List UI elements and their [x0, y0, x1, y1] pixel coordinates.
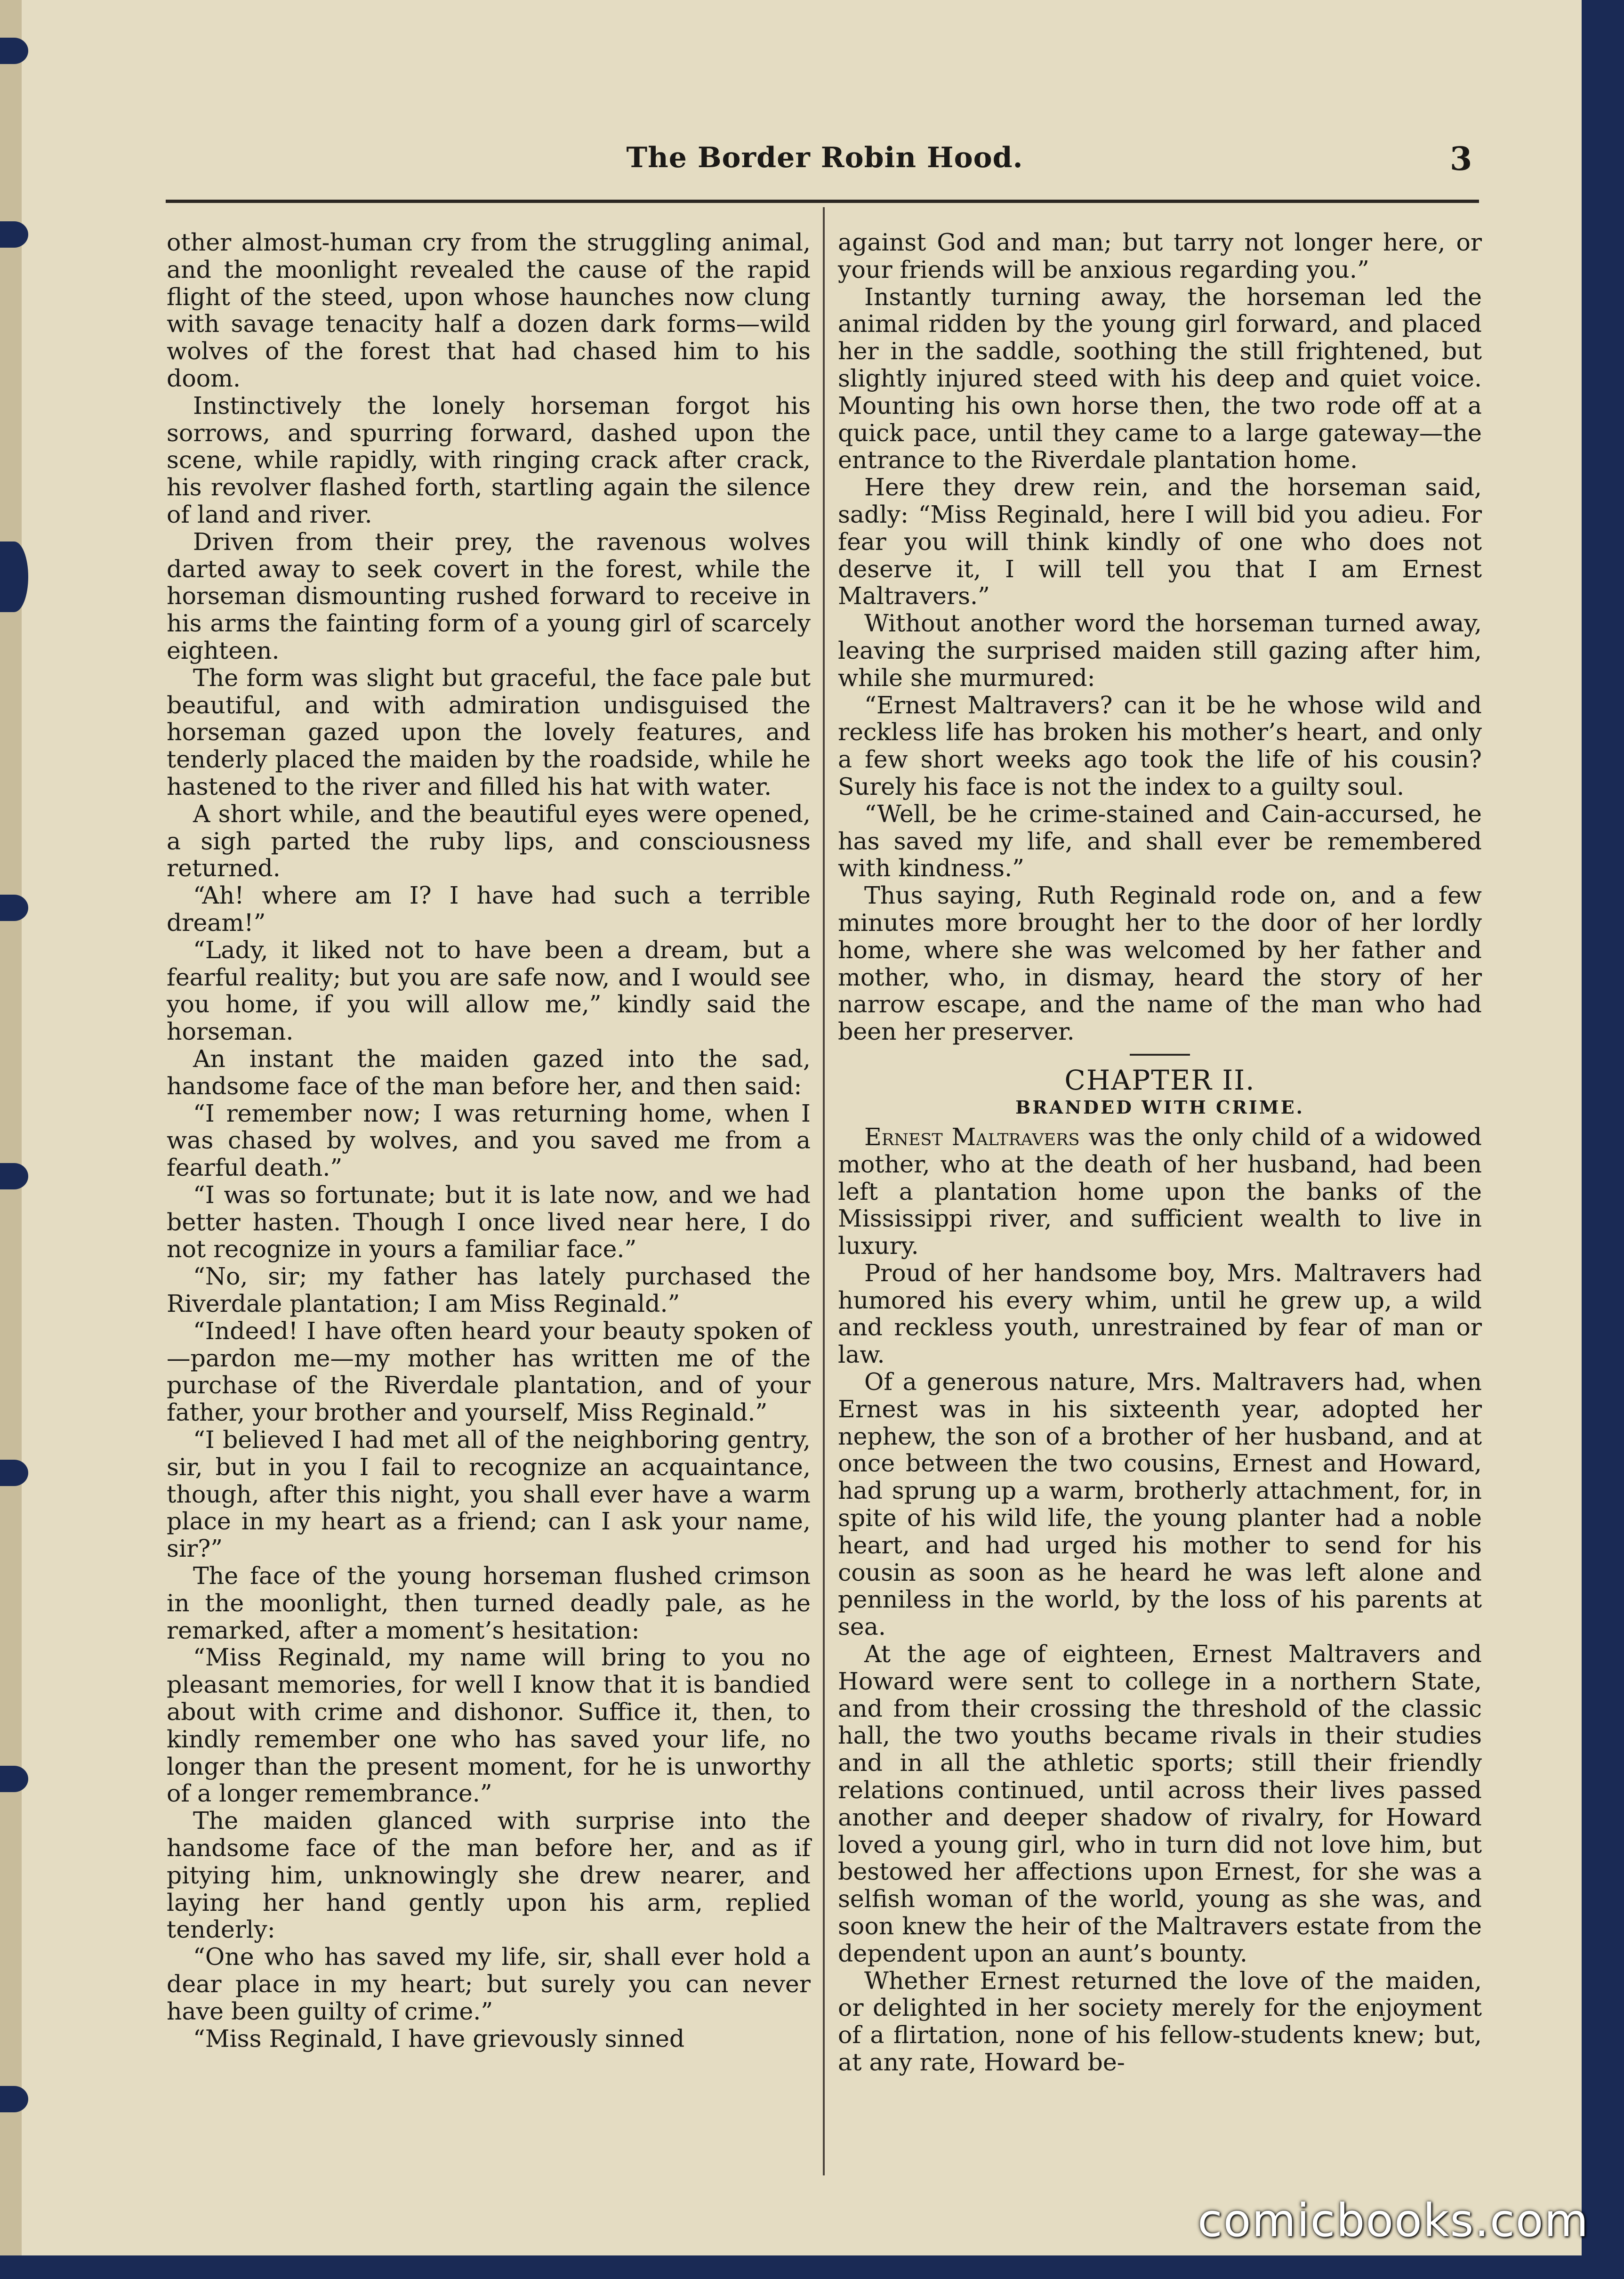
paragraph: “Ernest Maltravers? can it be he whose wild and reckless life has broken his mother’s heart, and only a few short weeks ago took the life of his cousin? Surely his face is not the index to a guilty soul. [838, 691, 1482, 800]
paragraph: “No, sir; my father has lately purchased the Riverdale plantation; I am Miss Reginald.” [167, 1262, 811, 1318]
right-text-column [838, 229, 1482, 2076]
paragraph: Without another word the horseman turned away, leaving the surprised maiden still gazing after him, while she murmured: [838, 609, 1482, 692]
paragraph: “Well, be he crime-stained and Cain-accursed, he has saved my life, and shall ever be remembered with kindness.” [838, 800, 1482, 882]
paragraph: An instant the maiden gazed into the sad, handsome face of the man before her, and then said: [167, 1044, 811, 1100]
chapter-rule [1130, 1054, 1190, 1056]
paragraph: Driven from their prey, the ravenous wolves darted away to seek covert in the forest, while the horseman dismounting rushed forward to receive in his arms the fainting form of a young girl of scarcely eighteen. [167, 527, 811, 664]
paragraph: Whether Ernest returned the love of the maiden, or delighted in her society merely for the enjoyment of a flirtation, none of his fellow-students knew; but, at any rate, Howard be- [838, 1966, 1482, 2076]
page-binding-edge [0, 0, 22, 2255]
chapter-first-paragraph-text: was the only child of a widowed mother, who at the death of her husband, had been left a plantation home upon the banks of the Mississippi river, and sufficient wealth to live in luxury. [838, 1123, 1482, 1260]
watermark-logo: comicbooks.com [1197, 2194, 1590, 2247]
paragraph: A short while, and the beautiful eyes were opened, a sigh parted the ruby lips, and consciousness returned. [167, 800, 811, 882]
paragraph: “Lady, it liked not to have been a dream, but a fearful reality; but you are safe now, and I would see you home, if you will allow me,” kindly said the horseman. [167, 936, 811, 1046]
paragraph: “Indeed! I have often heard your beauty spoken of—pardon me—my mother has written me of the purchase of the Riverdale plantation, and of your father, your brother and yourself, Miss Reginald.” [167, 1317, 811, 1427]
binding-hole [0, 221, 28, 248]
paragraph: “Miss Reginald, my name will bring to you no pleasant memories, for well I know that it is bandied about with crime and dishonor. Suffice it, then, to kindly remember one who has saved your life, no longer than the present moment, for he is unworthy of a longer remembrance.” [167, 1643, 811, 1808]
paragraph: “One who has saved my life, sir, shall ever hold a dear place in my heart; but surely you can never have been guilty of crime.” [167, 1943, 811, 2025]
paragraph: Thus saying, Ruth Reginald rode on, and a few minutes more brought her to the door of her lordly home, where she was welcomed by her father and mother, who, in dismay, heard the story of her narrow escape, and the name of the man who had been her preserver. [838, 881, 1482, 1046]
paragraph: Of a generous nature, Mrs. Maltravers had, when Ernest was in his sixteenth year, adopted her nephew, the son of a brother of her husband, and at once between the two cousins, Ernest and Howard, had sprung up a warm, brotherly attachment, for, in spite of his wild life, the young planter had a noble heart, and had urged his mother to send for his cousin as soon as he heard he was left alone and penniless in the world, by the loss of his parents at sea. [838, 1368, 1482, 1641]
binding-hole [0, 1460, 28, 1486]
paragraph: other almost-human cry from the struggling animal, and the moonlight revealed the cause of the rapid flight of the steed, upon whose haunches now clung with savage tenacity half a dozen dark forms—wild wolves of the forest that had chased him to his doom. [167, 228, 811, 392]
paragraph: At the age of eighteen, Ernest Maltravers and Howard were sent to college in a northern State, and from their crossing the threshold of the classic hall, the two youths became rivals in their studies and in all the athletic sports; still their friendly relations continued, until across their lives passed another and deeper shadow of rivalry, for Howard loved a young girl, who in turn did not love him, but bestowed her affections upon Ernest, for she was a selfish woman of the world, young as she was, and soon knew the heir of the Maltravers estate from the dependent upon an aunt’s bounty. [838, 1640, 1482, 1967]
paragraph: Instinctively the lonely horseman forgot his sorrows, and spurring forward, dashed upon the scene, while rapidly, with ringing crack after crack, his revolver flashed forth, startling again the silence of land and river. [167, 391, 811, 528]
paragraph: “Miss Reginald, I have grievously sinned [193, 2024, 685, 2053]
right-column-section-a [838, 229, 1482, 1045]
chapter-heading: CHAPTER II. [1064, 1064, 1255, 1096]
paragraph: Here they drew rein, and the horseman said, sadly: “Miss Reginald, here I will bid you adieu. For fear you will think kindly of one who does not deserve it, I will tell you that I am Ernest Maltravers.” [838, 473, 1482, 610]
binding-hole [0, 1163, 28, 1189]
binding-hole [0, 541, 28, 612]
binding-hole [0, 895, 28, 921]
paragraph: The maiden glanced with surprise into the handsome face of the man before her, and as if pitying him, unknowingly she drew nearer, and laying her hand gently upon his arm, replied tenderly: [167, 1807, 811, 1944]
binding-hole [0, 2086, 28, 2112]
binding-hole [0, 38, 28, 64]
paragraph: against God and man; but tarry not longer here, or your friends will be anxious regarding you.” [838, 228, 1482, 283]
column-divider [823, 207, 825, 2175]
chapter-lead-words: Ernest Maltravers [864, 1123, 1080, 1151]
running-title: The Border Robin Hood. [626, 141, 1023, 174]
paragraph: “I remember now; I was returning home, when I was chased by wolves, and you saved me from a fearful death.” [167, 1099, 811, 1182]
right-column-section-b [838, 1260, 1482, 2076]
paragraph: “I was so fortunate; but it is late now, and we had better hasten. Though I once lived near here, I do not recognize in yours a familiar face.” [167, 1180, 811, 1263]
paragraph: “Ah! where am I? I have had such a terrible dream!” [167, 881, 811, 937]
paragraph: The form was slight but graceful, the face pale but beautiful, and with admiration undisguised the horseman gazed upon the lovely features, and tenderly placed the maiden by the roadside, while he hastened to the river and filled his hat with water. [167, 663, 811, 800]
paragraph: Instantly turning away, the horseman led the animal ridden by the young girl forward, and placed her in the saddle, soothing the still frightened, but slightly injured steed with his deep and quiet voice. Mounting his own horse then, the two rode off at a quick pace, until they came to a large gateway—the entrance to the Riverdale plantation home. [838, 283, 1482, 474]
chapter-subtitle: BRANDED WITH CRIME. [1015, 1096, 1304, 1118]
page-number: 3 [1450, 140, 1472, 178]
binding-hole [0, 1766, 28, 1792]
paragraph: Proud of her handsome boy, Mrs. Maltravers had humored his every whim, until he grew up, a wild and reckless youth, unrestrained by fear of man or law. [838, 1259, 1482, 1369]
header-rule [166, 200, 1479, 203]
paragraph: The face of the young horseman flushed crimson in the moonlight, then turned deadly pale, as he remarked, after a moment’s hesitation: [167, 1562, 811, 1644]
paragraph: “I believed I had met all of the neighboring gentry, sir, but in you I fail to recognize an acquaintance, though, after this night, you shall ever have a warm place in my heart as a friend; can I ask your name, sir?” [167, 1426, 811, 1563]
left-text-column [167, 229, 811, 2052]
chapter-first-paragraph [838, 1123, 1482, 1260]
